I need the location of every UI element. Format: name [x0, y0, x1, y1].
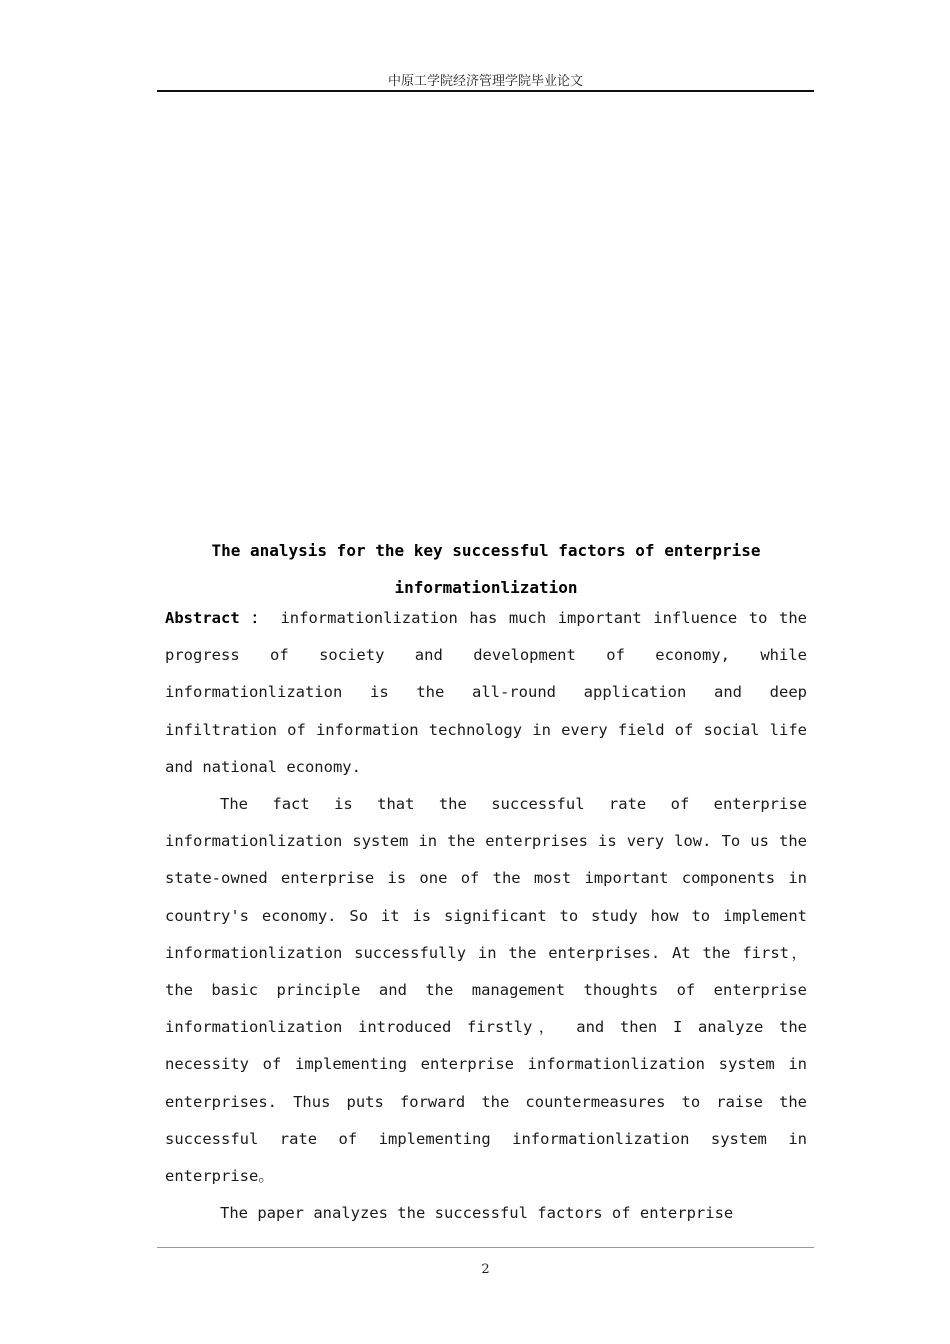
page-header: 中原工学院经济管理学院毕业论文 [387, 74, 583, 89]
footer-divider [157, 1247, 814, 1248]
abstract-paragraph-3: The paper analyzes the successful factors of enterprise [220, 1204, 734, 1223]
abstract-paragraph-1-text: informationlization has much important influence to the progress of society and development of economy, while informationlization is the all-round application and deep infiltration of information technology in every field of social life and national economy. [165, 609, 807, 776]
abstract-paragraph-1 [165, 600, 807, 786]
paper-title-line-2: informationlization [394, 578, 578, 597]
header-divider [157, 90, 814, 92]
abstract-paragraph-2: The fact is that the successful rate of enterprise informationlization system in the enterprises is very low. To us the state-owned enterprise is one of the most important components in country's economy. So it is significant to study how to implement informationlization successfully in the enterprises. At the first， the basic principle and the management thoughts of enterprise informationlization introduced firstly， and then I analyze the necessity of implementing enterprise informationlization system in enterprises. Thus puts forward the countermeasures to raise the successful rate of implementing informationlization system in enterprise。 [165, 795, 807, 1186]
paper-title [165, 532, 807, 606]
abstract-label: Abstract ： [165, 609, 269, 627]
page-number: 2 [481, 1262, 490, 1277]
abstract-section [165, 600, 807, 1232]
paper-title-line-1: The analysis for the key successful factors of enterprise [211, 541, 761, 560]
